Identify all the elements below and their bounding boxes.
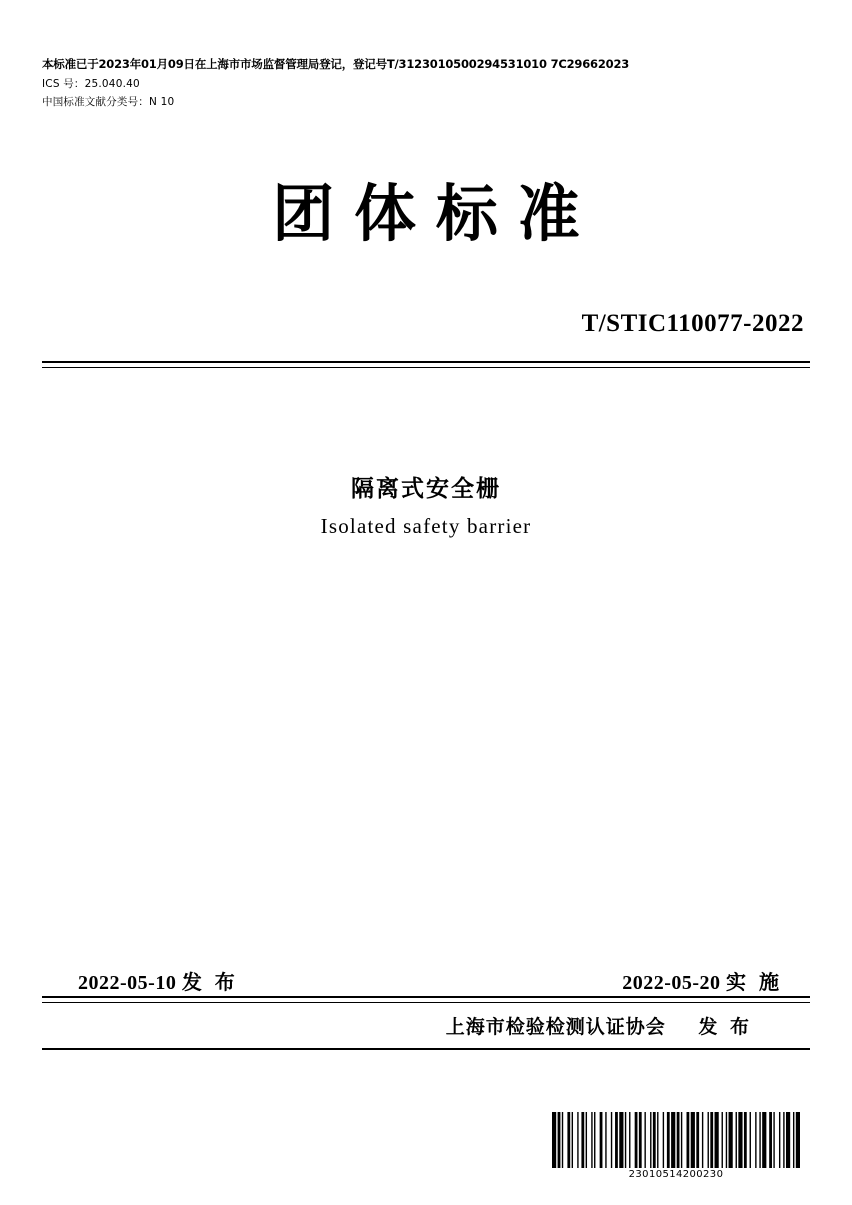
issue-date: 2022-05-10 [78, 972, 177, 994]
issue-label: 发 布 [181, 970, 238, 994]
divider-bottom-thick [42, 996, 810, 998]
issuer-publish-label: 发 布 [673, 1016, 752, 1038]
standard-number: T/STIC110077-2022 [581, 310, 804, 337]
barcode-number: 23010514200230 [628, 1169, 724, 1180]
issuer-organization: 上海市检验检测认证协会 [445, 1016, 666, 1038]
effective-date: 2022-05-20 [622, 972, 721, 994]
classification-number: 中国标准文献分类号：N 10 [42, 95, 175, 108]
ics-number: ICS 号：25.040.40 [42, 77, 140, 90]
divider-top-thick [42, 361, 810, 363]
document-title-chinese: 隔离式安全栅 [351, 476, 501, 502]
barcode-block [552, 1112, 800, 1180]
effective-date-group [622, 966, 782, 995]
divider-top-thin [42, 367, 810, 368]
barcode-image [552, 1112, 800, 1168]
divider-footer [42, 1048, 810, 1050]
page-title: 团体标准 [272, 177, 600, 250]
issuer-line [446, 1012, 752, 1039]
divider-bottom-thin [42, 1002, 810, 1003]
effective-label: 实 施 [726, 970, 782, 994]
registration-statement: 本标准已于2023年01月09日在上海市市场监督管理局登记，登记号T/3123010500294531010 7C29662023 [42, 57, 630, 71]
document-title-english: Isolated safety barrier [320, 514, 532, 538]
issue-date-group [78, 966, 238, 995]
registration-block [42, 56, 742, 112]
